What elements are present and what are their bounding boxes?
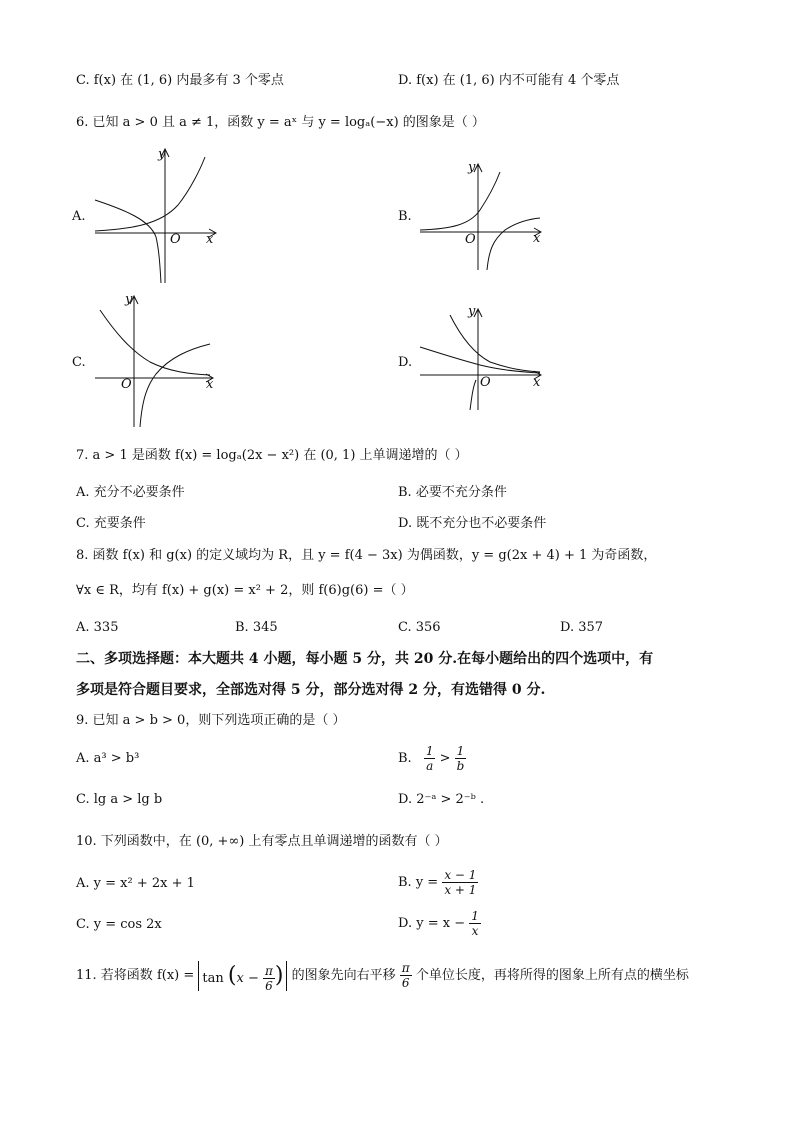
q11-tan: tan [202, 970, 224, 986]
q11-mid: 的图象先向右平移 [291, 968, 396, 983]
q6-b-x: x [533, 231, 541, 246]
q8-option-a: A. 335 [76, 620, 119, 635]
q6-a-x: x [206, 232, 214, 247]
q9-frac-1 [424, 744, 436, 773]
q6-d-y: y [468, 304, 476, 319]
q11-prefix: 11. 若将函数 f(x) = [76, 968, 195, 983]
frac-num: π [401, 961, 410, 975]
q10-b-frac [442, 868, 478, 897]
section2-line1: 二、多项选择题：本大题共 4 小题，每小题 5 分，共 20 分.在每小题给出的四个选项中，有 [76, 651, 654, 667]
q11-lparen: ( [227, 962, 237, 988]
frac-den: b [456, 759, 465, 773]
exp-curve [420, 172, 500, 230]
q8-option-b: B. 345 [235, 620, 278, 635]
q6-label-b: B. [398, 209, 412, 224]
frac-num: 1 [425, 744, 434, 758]
q11-abs [198, 961, 287, 991]
q6-c-x: x [206, 377, 214, 392]
q11-shift-frac [400, 961, 412, 990]
q8-stem-2: ∀x ∈ R，均有 f(x) + g(x) = x² + 2，则 f(6)g(6) =（ ） [76, 583, 414, 598]
q10-option-d [398, 905, 481, 943]
frac-num: 1 [455, 744, 467, 759]
exp-curve [100, 310, 210, 375]
q9-b-op: > [439, 751, 451, 766]
q10-option-a: A. y = x² + 2x + 1 [76, 876, 195, 891]
q6-a-y: y [158, 147, 166, 162]
q10-stem: 10. 下列函数中，在 (0, +∞) 上有零点且单调递增的函数有（ ） [76, 834, 448, 849]
q6-graph-c [90, 292, 230, 432]
q10-d-frac [469, 909, 481, 938]
section2-line2: 多项是符合题目要求，全部选对得 5 分，部分选对得 2 分，有选错得 0 分. [76, 682, 546, 698]
q7-option-b: B. 必要不充分条件 [398, 485, 507, 500]
q7-option-c: C. 充要条件 [76, 516, 146, 531]
q8-option-d: D. 357 [560, 620, 604, 635]
log-curve [140, 344, 210, 427]
log-curve [95, 200, 161, 283]
q6-b-y: y [468, 160, 476, 175]
frac-den: 6 [401, 976, 410, 990]
q10-option-b [398, 864, 478, 902]
q7-option-a: A. 充分不必要条件 [76, 485, 185, 500]
q9-option-d: D. 2⁻ᵃ > 2⁻ᵇ . [398, 792, 485, 807]
q8-stem-1: 8. 函数 f(x) 和 g(x) 的定义域均为 R，且 y = f(4 − 3x) 为偶函数，y = g(2x + 4) + 1 为奇函数， [76, 548, 657, 563]
q10-option-d-label: D. y = x − [398, 916, 466, 931]
q9-stem: 9. 已知 a > b > 0，则下列选项正确的是（ ） [76, 713, 346, 728]
q6-c-o: O [121, 377, 132, 392]
exp-curve [420, 347, 540, 373]
frac-den: a [426, 759, 434, 773]
frac-num: 1 [471, 909, 479, 923]
exp-curve [95, 157, 205, 231]
frac-den: x + 1 [444, 883, 477, 897]
q6-graph-b [415, 160, 555, 275]
frac-num: x − 1 [444, 868, 477, 882]
q9-option-c: C. lg a > lg b [76, 792, 163, 807]
q10-option-b-label: B. y = [398, 875, 439, 890]
q6-d-x: x [533, 375, 541, 390]
q9-option-b [398, 740, 466, 778]
q9-option-b-label: B. [398, 751, 412, 766]
q5-option-c: C. f(x) 在 (1, 6) 内最多有 3 个零点 [76, 73, 284, 88]
q6-b-o: O [465, 232, 476, 247]
log-curve [470, 380, 476, 410]
q6-label-d: D. [398, 355, 413, 370]
q6-c-y: y [125, 292, 133, 307]
q11-inner: x − [236, 970, 259, 986]
q7-stem: 7. a > 1 是函数 f(x) = logₐ(2x − x²) 在 (0, 1) 上单调递增的（ ） [76, 448, 468, 463]
frac-den: x [471, 924, 479, 938]
q11-inner-frac [263, 964, 275, 993]
q11-rparen: ) [274, 962, 284, 988]
q6-graph-d [415, 305, 555, 415]
q6-d-o: O [480, 375, 491, 390]
q8-option-c: C. 356 [398, 620, 441, 635]
q5-option-d: D. f(x) 在 (1, 6) 内不可能有 4 个零点 [398, 73, 620, 88]
frac-den: 6 [265, 978, 273, 993]
q6-stem: 6. 已知 a > 0 且 a ≠ 1，函数 y = aˣ 与 y = logₐ(−x) 的图象是（ ） [76, 115, 485, 130]
q11-stem [76, 956, 689, 996]
q6-label-c: C. [72, 355, 86, 370]
q6-label-a: A. [72, 209, 86, 224]
q6-graph-a [90, 145, 230, 285]
q9-option-a: A. a³ > b³ [76, 751, 140, 766]
q10-option-c: C. y = cos 2x [76, 917, 162, 932]
q6-a-o: O [170, 232, 181, 247]
q11-suffix: 个单位长度，再将所得的图象上所有点的横坐标 [415, 968, 689, 983]
q9-frac-2 [455, 744, 467, 773]
frac-num: π [265, 963, 273, 978]
exp-curve-2 [450, 315, 540, 372]
q7-option-d: D. 既不充分也不必要条件 [398, 516, 547, 531]
